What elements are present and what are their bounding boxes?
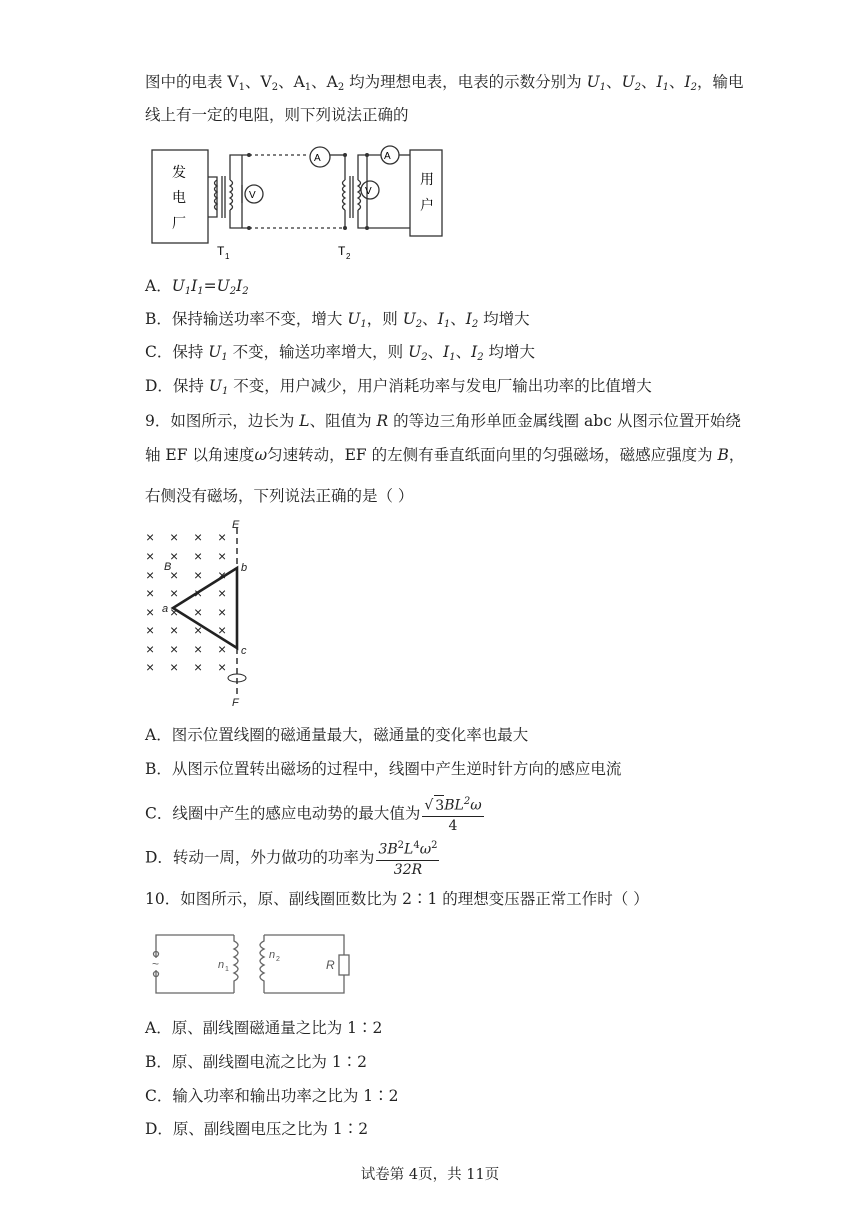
q9-option-a[interactable]: A．图示位置线圈的磁通量最大，磁通量的变化率也最大: [145, 726, 529, 744]
svg-text:×: ×: [194, 659, 203, 675]
svg-text:×: ×: [218, 585, 227, 601]
svg-text:A: A: [384, 151, 391, 162]
svg-text:B: B: [164, 561, 172, 573]
svg-text:1: 1: [225, 966, 229, 973]
svg-text:×: ×: [170, 567, 179, 583]
svg-text:×: ×: [218, 548, 227, 564]
q8-option-b[interactable]: B．保持输送功率不变，增大 $U_1$，则 $U_2$、$I_1$、$I_2$ 均增大: [145, 310, 530, 330]
svg-text:×: ×: [194, 604, 203, 620]
svg-text:c: c: [241, 645, 247, 657]
svg-text:×: ×: [194, 548, 203, 564]
q9-stem-line3: 右侧没有磁场，下列说法正确的是（ ）: [145, 487, 414, 505]
q8-option-a[interactable]: A．$U_1I_1=U_2I_2$: [145, 277, 249, 297]
svg-text:×: ×: [170, 529, 179, 545]
svg-text:×: ×: [194, 622, 203, 638]
q9-stem-line2: 轴 EF 以角速度ω匀速转动，EF 的左侧有垂直纸面向里的匀强磁场，磁感应强度为 B，: [145, 446, 745, 464]
svg-text:E: E: [232, 519, 240, 531]
svg-text:×: ×: [218, 529, 227, 545]
svg-text:n: n: [269, 949, 276, 961]
svg-text:×: ×: [218, 659, 227, 675]
svg-text:×: ×: [170, 641, 179, 657]
svg-text:户: 户: [420, 197, 434, 213]
q9-option-d[interactable]: D．转动一周，外力做功的功率为 $\frac{3B^2L^4\omega^2}{32R}$: [145, 836, 439, 879]
svg-text:n: n: [218, 959, 225, 971]
svg-text:×: ×: [146, 604, 155, 620]
svg-text:×: ×: [146, 548, 155, 564]
q9-option-c[interactable]: C．线圈中产生的感应电动势的最大值为 $\frac{√ 3BL^2\omega}{4}$: [145, 792, 484, 835]
svg-text:×: ×: [146, 641, 155, 657]
svg-text:b: b: [241, 562, 248, 574]
svg-text:×: ×: [146, 585, 155, 601]
svg-text:V: V: [365, 186, 372, 197]
q10-option-a[interactable]: A．原、副线圈磁通量之比为 1∶2: [145, 1019, 383, 1037]
q9-stem-line1: 9．如图所示，边长为 L、阻值为 R 的等边三角形单匝金属线圈 abc 从图示位置开始绕: [145, 412, 741, 430]
svg-text:×: ×: [218, 567, 227, 583]
svg-text:×: ×: [218, 604, 227, 620]
svg-text:a: a: [162, 603, 169, 615]
svg-text:×: ×: [194, 567, 203, 583]
svg-text:电: 电: [172, 189, 186, 205]
q10-option-b[interactable]: B．原、副线圈电流之比为 1∶2: [145, 1053, 368, 1071]
svg-text:T: T: [338, 244, 346, 258]
svg-text:×: ×: [170, 604, 179, 620]
svg-text:×: ×: [194, 641, 203, 657]
svg-text:×: ×: [146, 529, 155, 545]
svg-text:×: ×: [218, 641, 227, 657]
svg-text:T: T: [217, 244, 225, 258]
svg-text:发: 发: [172, 164, 186, 180]
svg-text:×: ×: [194, 529, 203, 545]
svg-text:×: ×: [170, 659, 179, 675]
svg-text:厂: 厂: [172, 215, 186, 231]
q8-option-c[interactable]: C．保持 $U_1$ 不变，输送功率增大，则 $U_2$、$I_1$、$I_2$ 均增大: [145, 343, 536, 363]
page-footer: 试卷第 4页，共 11页: [360, 1167, 500, 1183]
svg-text:×: ×: [170, 622, 179, 638]
svg-text:F: F: [232, 697, 239, 708]
q10-transformer-diagram: [148, 923, 358, 1003]
svg-text:~: ~: [152, 957, 160, 971]
q10-option-d[interactable]: D．原、副线圈电压之比为 1∶2: [145, 1120, 369, 1138]
svg-text:用: 用: [420, 171, 434, 187]
q9-option-b[interactable]: B．从图示位置转出磁场的过程中，线圈中产生逆时针方向的感应电流: [145, 760, 622, 778]
svg-text:A: A: [314, 153, 321, 164]
q10-option-c[interactable]: C．输入功率和输出功率之比为 1∶2: [145, 1087, 399, 1105]
svg-text:2: 2: [346, 252, 351, 261]
svg-text:×: ×: [194, 585, 203, 601]
svg-text:×: ×: [146, 659, 155, 675]
svg-text:×: ×: [218, 622, 227, 638]
svg-text:R: R: [326, 958, 335, 972]
svg-text:×: ×: [170, 548, 179, 564]
q8-stem-line1: 图中的电表 $V_1$、$V_2$、$A_1$、$A_2$ 均为理想电表，电表的示数分别为 $U_1$、$U_2$、$I_1$、$I_2$，输电: [145, 73, 744, 93]
svg-text:V: V: [249, 190, 256, 201]
svg-text:×: ×: [146, 622, 155, 638]
q8-option-d[interactable]: D．保持 $U_1$ 不变，用户减少，用户消耗功率与发电厂输出功率的比值增大: [145, 377, 652, 397]
svg-text:1: 1: [225, 252, 230, 261]
q8-stem-line2: 线上有一定的电阻，则下列说法正确的: [145, 106, 409, 124]
svg-text:×: ×: [170, 585, 179, 601]
q9-magnetic-field-diagram: [140, 518, 260, 708]
svg-text:2: 2: [276, 956, 280, 963]
q8-transmission-diagram: [145, 140, 455, 265]
q10-stem: 10．如图所示，原、副线圈匝数比为 2∶1 的理想变压器正常工作时（ ）: [145, 890, 649, 908]
svg-text:×: ×: [146, 567, 155, 583]
